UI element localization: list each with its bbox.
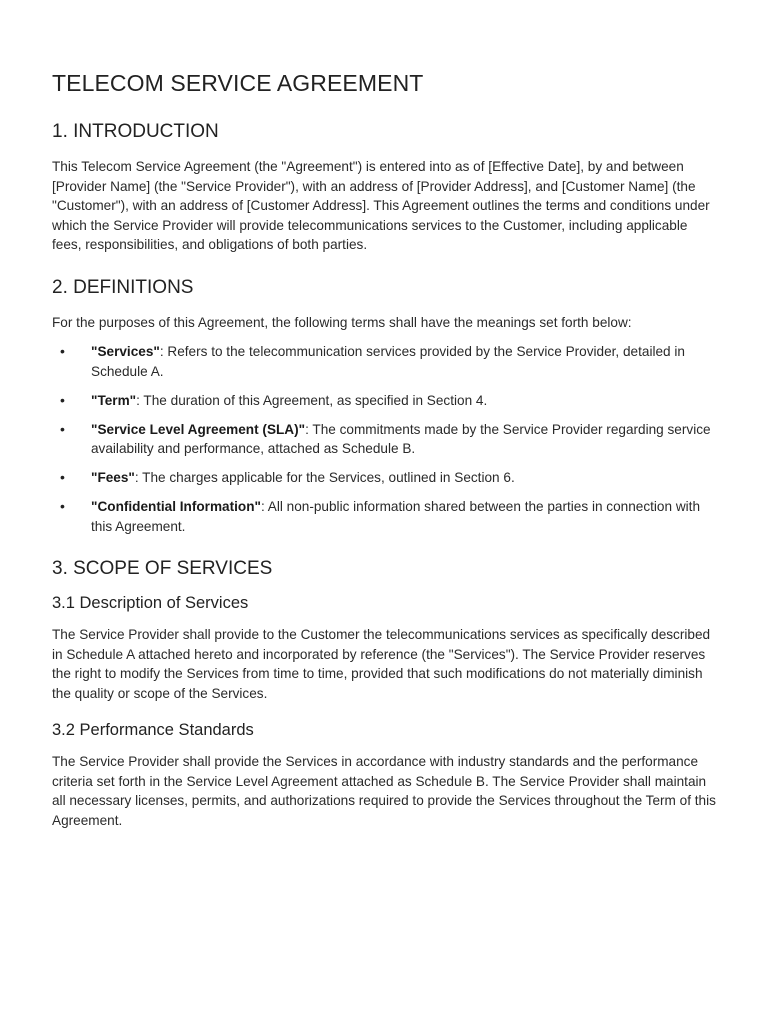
bullet-icon: •: [60, 420, 65, 437]
definition-text: : All non-public information shared between the parties in connection with this Agreement.: [91, 499, 701, 534]
subsection-performance-heading: 3.2 Performance Standards: [52, 721, 254, 739]
bullet-icon: •: [60, 498, 65, 514]
definition-term: "Fees": [91, 470, 135, 485]
subsection-performance-body: The Service Provider shall provide the Services in accordance with industry standards and the performance criteria set forth in the Service Level Agreement attached as Schedule B. The Service Provider shall maintain all necessary licenses, permits, and authorizations required to provide the Services throughout the Term of this Agreement.: [52, 754, 716, 828]
definition-term: "Services": [91, 344, 160, 359]
bullet-icon: •: [60, 343, 65, 359]
definition-term: "Term": [91, 392, 137, 408]
bullet-icon: •: [60, 469, 65, 485]
definition-item: [52, 342, 718, 381]
definition-text: : The commitments made by the Service Provider regarding service availability and performance, attached as Schedule B.: [91, 421, 711, 456]
document-title: TELECOM SERVICE AGREEMENT: [52, 70, 424, 96]
definition-text: : The duration of this Agreement, as specified in Section 4.: [136, 392, 488, 408]
section-definitions-heading: 2. DEFINITIONS: [52, 276, 194, 298]
definition-term: "Service Level Agreement (SLA)": [91, 421, 306, 437]
section-introduction-heading: 1. INTRODUCTION: [52, 121, 219, 142]
definition-item: [52, 391, 718, 411]
definitions-lead: For the purposes of this Agreement, the following terms shall have the meanings set forth below:: [52, 314, 632, 330]
definition-item: [52, 497, 718, 536]
section-introduction-body: This Telecom Service Agreement (the "Agreement") is entered into as of [Effective Date], by and between [Provider Name] (the "Service Provider"), with an address of [Provider Address], and [Customer Name] (the "Customer"), with an address of [Customer Address]. This Agreement outlines the terms and conditions under which the Service Provider will provide telecommunications services to the Customer, including applicable fees, responsibilities, and obligations of both parties.: [52, 159, 710, 252]
subsection-description-heading: 3.1 Description of Services: [52, 594, 249, 612]
definition-text: : Refers to the telecommunication services provided by the Service Provider, detailed in Schedule A.: [91, 344, 685, 379]
section-scope-heading: 3. SCOPE OF SERVICES: [52, 558, 273, 579]
subsection-description-body: The Service Provider shall provide to the Customer the telecommunications services as specifically described in Schedule A attached hereto and incorporated by reference (the "Services"). The Service Provider reserves the right to modify the Services from time to time, provided that such modifications do not materially diminish the quality or scope of the Services.: [52, 627, 711, 701]
bullet-icon: •: [60, 391, 65, 408]
definition-term: "Confidential Information": [91, 499, 261, 514]
definition-text: : The charges applicable for the Services, outlined in Section 6.: [134, 470, 515, 485]
definitions-list: [52, 342, 718, 536]
definition-item: [52, 468, 718, 488]
definition-item: [52, 420, 718, 459]
